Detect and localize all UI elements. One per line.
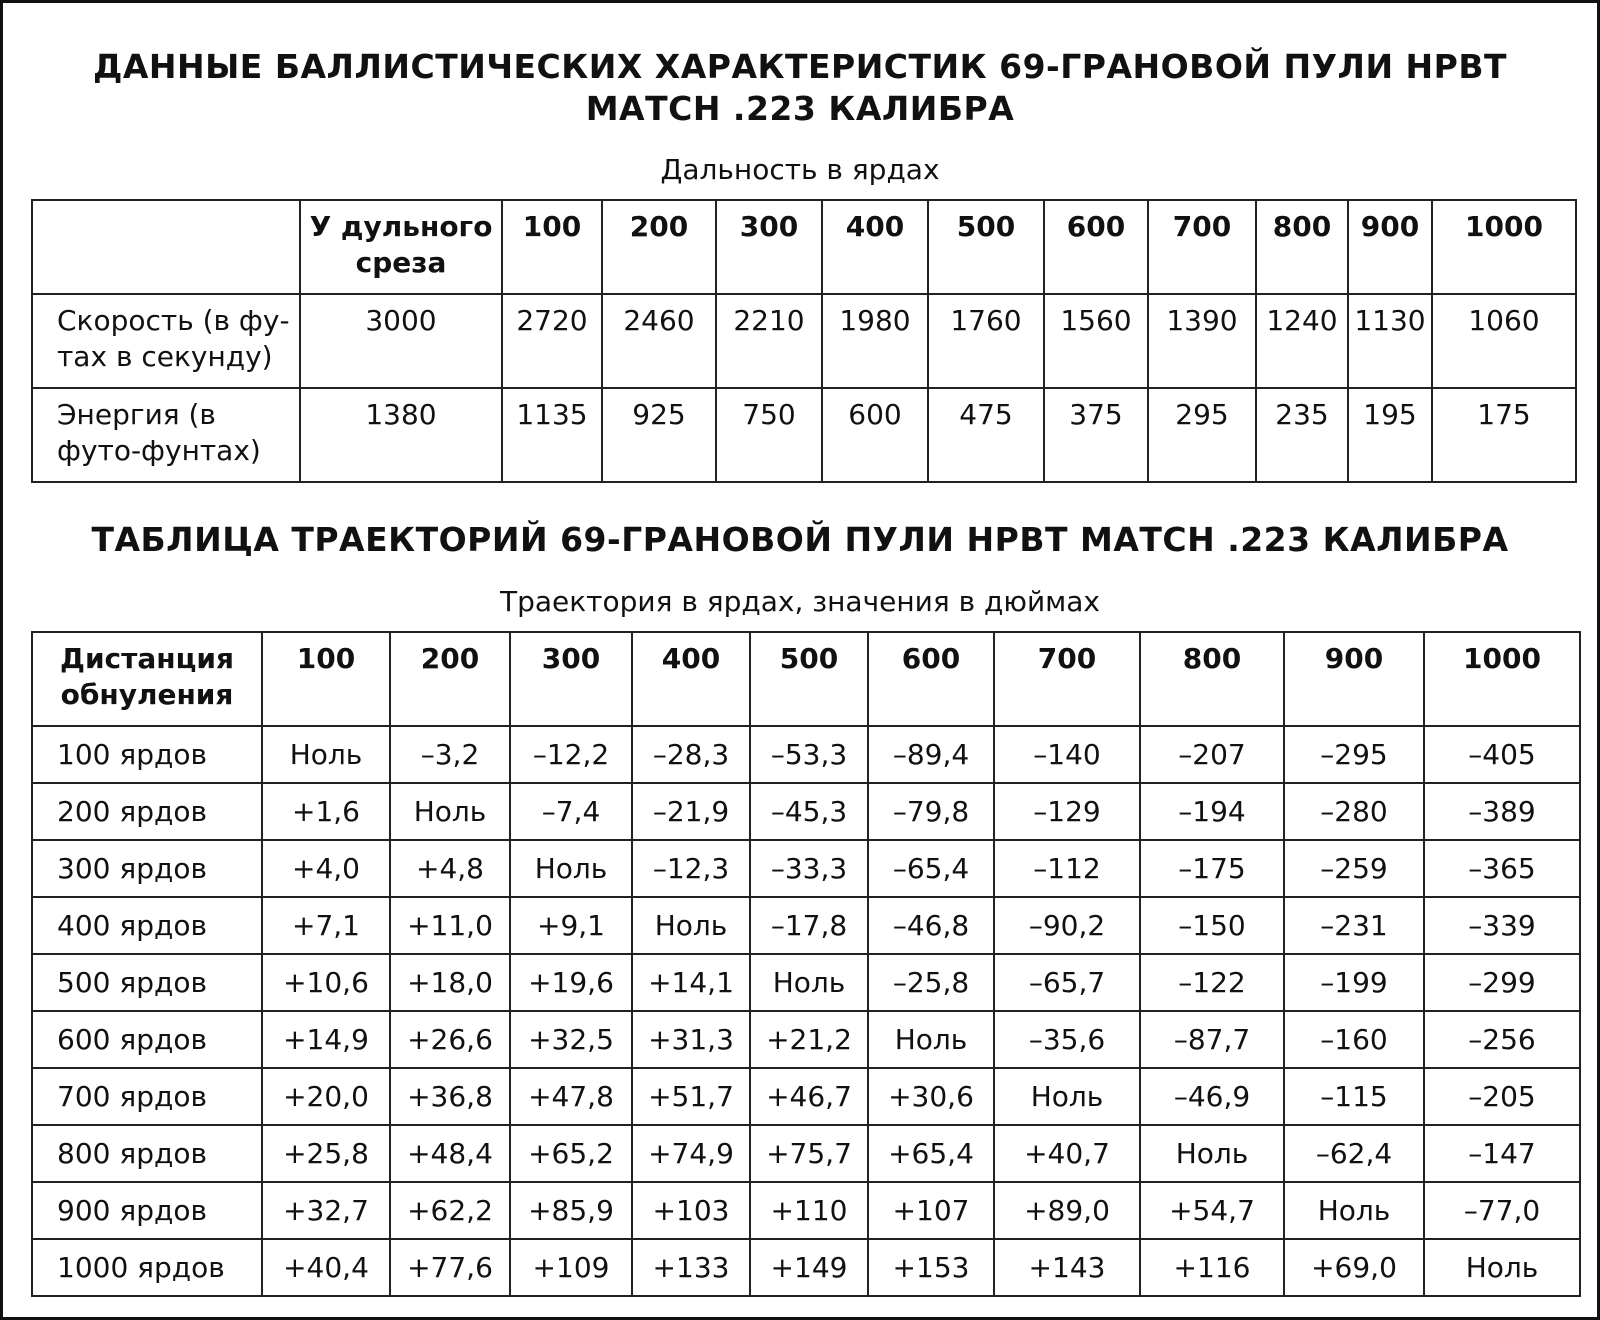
- trajectory-title: ТАБЛИЦА ТРАЕКТОРИЙ 69-ГРАНОВОЙ ПУЛИ HPBT МАТСН .223 КАЛИБРА: [91, 520, 1509, 559]
- table-cell: –339: [1424, 897, 1580, 954]
- table-cell: 1560: [1044, 294, 1148, 388]
- table-cell: –129: [994, 783, 1140, 840]
- table-cell: –115: [1284, 1068, 1424, 1125]
- ballistics-caption: Дальность в ярдах: [660, 153, 940, 186]
- table-cell: +11,0: [390, 897, 510, 954]
- table-cell: +36,8: [390, 1068, 510, 1125]
- table-cell: 2210: [716, 294, 822, 388]
- table-row: [32, 840, 1580, 897]
- trajectory-caption: Траектория в ярдах, значения в дюймах: [500, 585, 1100, 618]
- column-header: 400: [822, 200, 928, 294]
- table-cell: +21,2: [750, 1011, 868, 1068]
- row-label: 100 ярдов: [32, 726, 262, 783]
- table-cell: Ноль: [632, 897, 750, 954]
- table-row: [32, 1182, 1580, 1239]
- table-cell: –199: [1284, 954, 1424, 1011]
- row-label: 1000 ярдов: [32, 1239, 262, 1296]
- row-label: 800 ярдов: [32, 1125, 262, 1182]
- table-cell: –405: [1424, 726, 1580, 783]
- table-cell: –46,9: [1140, 1068, 1284, 1125]
- column-header: 700: [1148, 200, 1256, 294]
- table-cell: 475: [928, 388, 1044, 482]
- table-cell: Ноль: [390, 783, 510, 840]
- row-label: Скорость (в фу-тах в секунду): [32, 294, 300, 388]
- row-label: 900 ярдов: [32, 1182, 262, 1239]
- table-cell: 295: [1148, 388, 1256, 482]
- table-row: [32, 388, 1576, 482]
- table-cell: +74,9: [632, 1125, 750, 1182]
- table-cell: +14,9: [262, 1011, 390, 1068]
- table-cell: +14,1: [632, 954, 750, 1011]
- trajectory-table: [31, 631, 1581, 1297]
- table-row: [32, 783, 1580, 840]
- table-cell: –25,8: [868, 954, 994, 1011]
- column-header: 500: [928, 200, 1044, 294]
- column-header: 600: [868, 632, 994, 726]
- row-label: 200 ярдов: [32, 783, 262, 840]
- table-cell: –3,2: [390, 726, 510, 783]
- column-header: 1000: [1432, 200, 1576, 294]
- column-header: У дульного среза: [300, 200, 502, 294]
- table-row: [32, 1011, 1580, 1068]
- table-cell: –205: [1424, 1068, 1580, 1125]
- table-cell: –150: [1140, 897, 1284, 954]
- table-cell: +47,8: [510, 1068, 632, 1125]
- table-cell: +32,7: [262, 1182, 390, 1239]
- table-cell: +77,6: [390, 1239, 510, 1296]
- table-cell: –35,6: [994, 1011, 1140, 1068]
- table-cell: +19,6: [510, 954, 632, 1011]
- table-cell: +89,0: [994, 1182, 1140, 1239]
- table-cell: +103: [632, 1182, 750, 1239]
- table-cell: +9,1: [510, 897, 632, 954]
- table-row: [32, 1068, 1580, 1125]
- column-header: 500: [750, 632, 868, 726]
- column-header: 700: [994, 632, 1140, 726]
- table-cell: –280: [1284, 783, 1424, 840]
- table-cell: 1380: [300, 388, 502, 482]
- table-cell: –112: [994, 840, 1140, 897]
- row-label: 600 ярдов: [32, 1011, 262, 1068]
- column-header: 800: [1256, 200, 1348, 294]
- column-header: 600: [1044, 200, 1148, 294]
- table-cell: –17,8: [750, 897, 868, 954]
- table-cell: 375: [1044, 388, 1148, 482]
- table-cell: –21,9: [632, 783, 750, 840]
- table-cell: +7,1: [262, 897, 390, 954]
- table-cell: 1135: [502, 388, 602, 482]
- table-row: [32, 726, 1580, 783]
- column-header: 300: [510, 632, 632, 726]
- table-cell: 1390: [1148, 294, 1256, 388]
- table-cell: –160: [1284, 1011, 1424, 1068]
- table-cell: +25,8: [262, 1125, 390, 1182]
- table-cell: –87,7: [1140, 1011, 1284, 1068]
- column-header: 200: [390, 632, 510, 726]
- table-cell: –28,3: [632, 726, 750, 783]
- table-cell: 1980: [822, 294, 928, 388]
- table-cell: Ноль: [868, 1011, 994, 1068]
- table-cell: –62,4: [1284, 1125, 1424, 1182]
- table-cell: –90,2: [994, 897, 1140, 954]
- table-cell: 1060: [1432, 294, 1576, 388]
- column-header: 1000: [1424, 632, 1580, 726]
- table-cell: –122: [1140, 954, 1284, 1011]
- table-cell: –12,2: [510, 726, 632, 783]
- table-cell: 2720: [502, 294, 602, 388]
- table-cell: –53,3: [750, 726, 868, 783]
- table-cell: –77,0: [1424, 1182, 1580, 1239]
- table-cell: 600: [822, 388, 928, 482]
- row-label: 400 ярдов: [32, 897, 262, 954]
- table-cell: 3000: [300, 294, 502, 388]
- column-header: 100: [262, 632, 390, 726]
- table-cell: 1130: [1348, 294, 1432, 388]
- row-label: 300 ярдов: [32, 840, 262, 897]
- ballistics-title: ДАННЫЕ БАЛЛИСТИЧЕСКИХ ХАРАКТЕРИСТИК 69-ГРАНОВОЙ ПУЛИ HPBT МАТСН .223 КАЛИБРА: [92, 47, 1508, 128]
- table-cell: –45,3: [750, 783, 868, 840]
- table-cell: –7,4: [510, 783, 632, 840]
- table-cell: +62,2: [390, 1182, 510, 1239]
- table-cell: +85,9: [510, 1182, 632, 1239]
- table-cell: +4,8: [390, 840, 510, 897]
- table-cell: +149: [750, 1239, 868, 1296]
- table-cell: –256: [1424, 1011, 1580, 1068]
- table-cell: +143: [994, 1239, 1140, 1296]
- table-cell: –194: [1140, 783, 1284, 840]
- table-cell: –46,8: [868, 897, 994, 954]
- table-cell: +109: [510, 1239, 632, 1296]
- table-cell: 1760: [928, 294, 1044, 388]
- table-cell: –147: [1424, 1125, 1580, 1182]
- table-cell: –175: [1140, 840, 1284, 897]
- table-cell: –231: [1284, 897, 1424, 954]
- column-header: 800: [1140, 632, 1284, 726]
- table-cell: 925: [602, 388, 716, 482]
- table-row: [32, 1239, 1580, 1296]
- table-cell: –140: [994, 726, 1140, 783]
- table-cell: +65,2: [510, 1125, 632, 1182]
- table-cell: +51,7: [632, 1068, 750, 1125]
- row-label: Энергия (в футо-фунтах): [32, 388, 300, 482]
- table-cell: –365: [1424, 840, 1580, 897]
- table-cell: –299: [1424, 954, 1580, 1011]
- table-cell: +20,0: [262, 1068, 390, 1125]
- row-label: 700 ярдов: [32, 1068, 262, 1125]
- table-cell: –12,3: [632, 840, 750, 897]
- table-row: [32, 897, 1580, 954]
- table-cell: Ноль: [1140, 1125, 1284, 1182]
- table-cell: +30,6: [868, 1068, 994, 1125]
- table-cell: +26,6: [390, 1011, 510, 1068]
- table-cell: –65,4: [868, 840, 994, 897]
- table-cell: –65,7: [994, 954, 1140, 1011]
- table-cell: Ноль: [750, 954, 868, 1011]
- column-header: 400: [632, 632, 750, 726]
- table-cell: +153: [868, 1239, 994, 1296]
- column-header: 100: [502, 200, 602, 294]
- table-cell: Ноль: [1284, 1182, 1424, 1239]
- table-row: [32, 1125, 1580, 1182]
- table-cell: 1240: [1256, 294, 1348, 388]
- table-cell: +48,4: [390, 1125, 510, 1182]
- table-cell: +54,7: [1140, 1182, 1284, 1239]
- table-cell: Ноль: [510, 840, 632, 897]
- table-cell: +10,6: [262, 954, 390, 1011]
- row-header-cell: [32, 200, 300, 294]
- table-cell: –79,8: [868, 783, 994, 840]
- table-cell: 195: [1348, 388, 1432, 482]
- table-cell: +40,7: [994, 1125, 1140, 1182]
- table-cell: 750: [716, 388, 822, 482]
- column-header: 900: [1284, 632, 1424, 726]
- table-cell: +116: [1140, 1239, 1284, 1296]
- table-cell: –389: [1424, 783, 1580, 840]
- table-cell: Ноль: [1424, 1239, 1580, 1296]
- table-cell: +69,0: [1284, 1239, 1424, 1296]
- table-cell: +32,5: [510, 1011, 632, 1068]
- table-cell: –89,4: [868, 726, 994, 783]
- table-row: [32, 294, 1576, 388]
- table-cell: Ноль: [262, 726, 390, 783]
- table-cell: 175: [1432, 388, 1576, 482]
- ballistics-table: [31, 199, 1577, 483]
- table-row: [32, 954, 1580, 1011]
- table-cell: –33,3: [750, 840, 868, 897]
- row-label: 500 ярдов: [32, 954, 262, 1011]
- table-cell: +75,7: [750, 1125, 868, 1182]
- table-cell: +110: [750, 1182, 868, 1239]
- table-cell: –259: [1284, 840, 1424, 897]
- column-header: 300: [716, 200, 822, 294]
- table-cell: +65,4: [868, 1125, 994, 1182]
- table-cell: +1,6: [262, 783, 390, 840]
- table-cell: 235: [1256, 388, 1348, 482]
- table-cell: +46,7: [750, 1068, 868, 1125]
- table-cell: –295: [1284, 726, 1424, 783]
- row-header-cell: Дистанция обнуления: [32, 632, 262, 726]
- column-header: 200: [602, 200, 716, 294]
- table-cell: Ноль: [994, 1068, 1140, 1125]
- table-cell: +40,4: [262, 1239, 390, 1296]
- table-cell: +31,3: [632, 1011, 750, 1068]
- column-header: 900: [1348, 200, 1432, 294]
- table-cell: 2460: [602, 294, 716, 388]
- table-cell: +18,0: [390, 954, 510, 1011]
- table-cell: +133: [632, 1239, 750, 1296]
- table-cell: +107: [868, 1182, 994, 1239]
- table-cell: +4,0: [262, 840, 390, 897]
- table-cell: –207: [1140, 726, 1284, 783]
